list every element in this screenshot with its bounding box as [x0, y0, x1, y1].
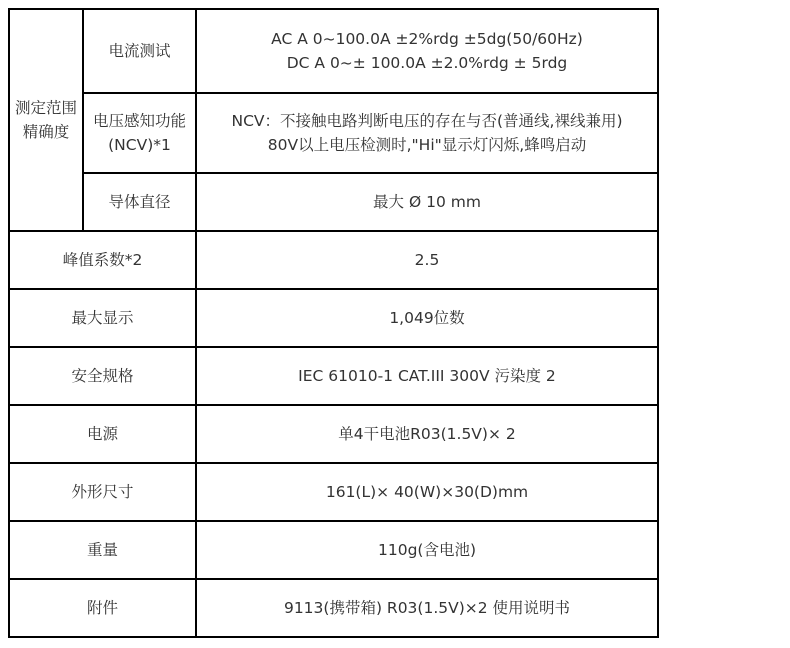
table-row	[9, 347, 658, 405]
row-value-conductor-diameter: 最大 Ø 10 mm	[196, 173, 658, 231]
row-label-conductor-diameter: 导体直径	[83, 173, 196, 231]
row-value-max-display: 1,049位数	[196, 289, 658, 347]
row-label-crest-factor: 峰值系数*2	[9, 231, 196, 289]
table-row	[9, 93, 658, 173]
row-value-safety-standard: IEC 61010-1 CAT.III 300V 污染度 2	[196, 347, 658, 405]
row-label-weight: 重量	[9, 521, 196, 579]
table-row	[9, 231, 658, 289]
table-row	[9, 289, 658, 347]
row-value-accessories: 9113(携带箱) R03(1.5V)×2 使用说明书	[196, 579, 658, 637]
group-label-line: 测定范围	[14, 99, 77, 117]
row-value-current-test: AC A 0~100.0A ±2%rdg ±5dg(50/60Hz) DC A 0~± 100.0A ±2.0%rdg ± 5rdg	[196, 9, 658, 93]
table-row	[9, 521, 658, 579]
row-value-voltage-sensing: NCV：不接触电路判断电压的存在与否(普通线,裸线兼用) 80V以上电压检测时,"Hi"显示灯闪烁,蜂鸣启动	[196, 93, 658, 173]
row-value-dimensions: 161(L)× 40(W)×30(D)mm	[196, 463, 658, 521]
measurement-range-accuracy-header	[9, 9, 83, 231]
row-value-power-source: 单4干电池R03(1.5V)× 2	[196, 405, 658, 463]
table-row	[9, 463, 658, 521]
row-label-accessories: 附件	[9, 579, 196, 637]
row-value-weight: 110g(含电池)	[196, 521, 658, 579]
group-label-line: 精确度	[22, 123, 70, 141]
row-label-max-display: 最大显示	[9, 289, 196, 347]
row-label-dimensions: 外形尺寸	[9, 463, 196, 521]
row-value-crest-factor: 2.5	[196, 231, 658, 289]
table-row	[9, 405, 658, 463]
row-label-voltage-sensing: 电压感知功能 (NCV)*1	[83, 93, 196, 173]
row-label-safety-standard: 安全规格	[9, 347, 196, 405]
table-row	[9, 173, 658, 231]
row-label-current-test: 电流测试	[83, 9, 196, 93]
spec-table	[8, 8, 659, 638]
table-row	[9, 9, 658, 93]
table-row	[9, 579, 658, 637]
row-label-power-source: 电源	[9, 405, 196, 463]
